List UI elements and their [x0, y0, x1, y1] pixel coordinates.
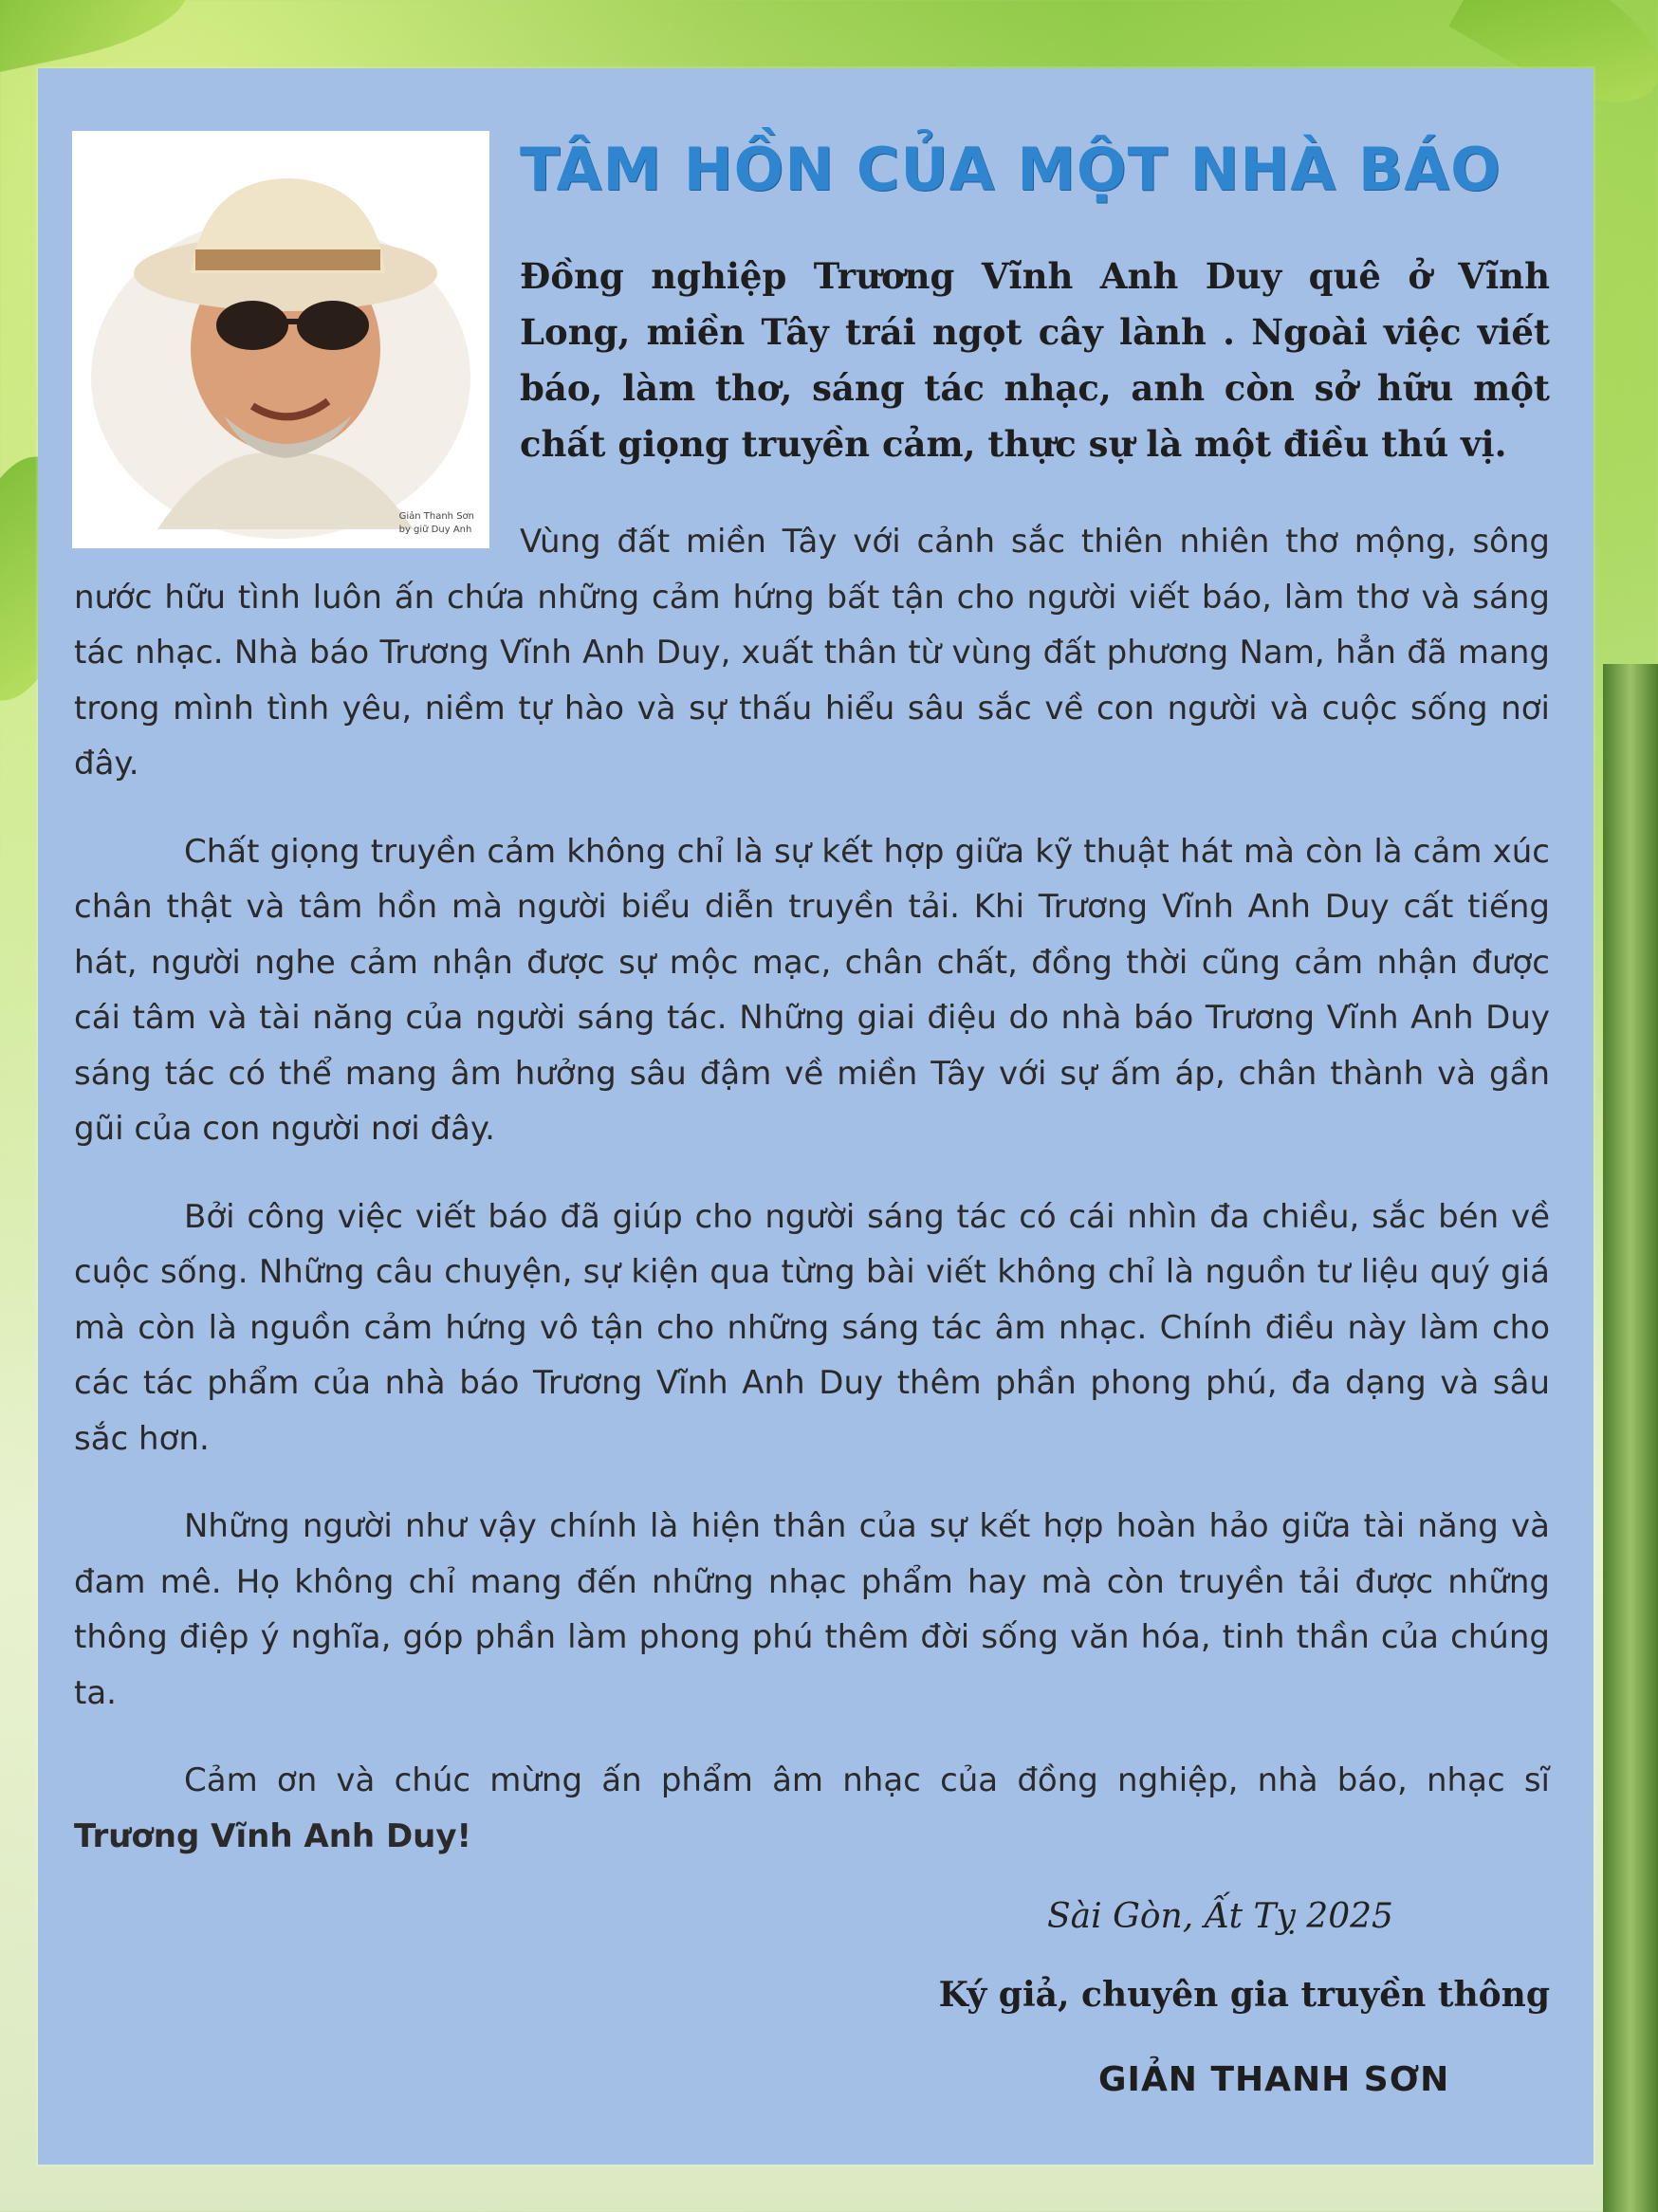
- portrait-illustration: [72, 131, 489, 548]
- portrait-caption-line1: Giản Thanh Sơn: [398, 511, 474, 522]
- portrait-caption-line2: by giữ Duy Anh: [398, 525, 472, 535]
- signature-role: Ký giả, chuyên gia truyền thông: [938, 1975, 1550, 2015]
- article-title: TÂM HỒN CỦA MỘT NHÀ BÁO: [520, 135, 1501, 204]
- author-portrait: [72, 131, 489, 548]
- body-paragraph-4: Những người như vậy chính là hiện thân của sự kết hợp hoàn hảo giữa tài năng và đam mê. Họ không chỉ mang đến những nhạc phẩm hay mà còn truyền tải được những thông điệp ý nghĩa, góp phần làm phong phú thêm đời sống văn hóa, tinh thần của chúng ta.: [74, 1507, 1550, 1712]
- body-paragraph-3: Bởi công việc viết báo đã giúp cho người sáng tác có cái nhìn đa chiều, sắc bén về cuộc sống. Những câu chuyện, sự kiện qua từng bài viết không chỉ là nguồn tư liệu quý giá mà còn là nguồn cảm hứng vô tận cho những sáng tác âm nhạc. Chính điều này làm cho các tác phẩm của nhà báo Trương Vĩnh Anh Duy thêm phần phong phú, đa dạng và sâu sắc hơn.: [74, 1197, 1550, 1458]
- body-paragraph-2: Chất giọng truyền cảm không chỉ là sự kết hợp giữa kỹ thuật hát mà còn là cảm xúc chân thật và tâm hồn mà người biểu diễn truyền tải. Khi Trương Vĩnh Anh Duy cất tiếng hát, người nghe cảm nhận được sự mộc mạc, chân chất, đồng thời cũng cảm nhận được cái tâm và tài năng của người sáng tác. Những giai điệu do nhà báo Trương Vĩnh Anh Duy sáng tác có thể mang âm hưởng sâu đậm về miền Tây với sự ấm áp, chân thành và gần gũi của con người nơi đây.: [74, 832, 1550, 1148]
- bamboo-stalk-decoration: [1603, 664, 1658, 2212]
- closing-name: Trương Vĩnh Anh Duy!: [74, 1816, 472, 1855]
- closing-text: Cảm ơn và chúc mừng ấn phẩm âm nhạc của đồng nghiệp, nhà báo, nhạc sĩ: [184, 1761, 1550, 1799]
- place-date: Sài Gòn, Ất Tỵ 2025: [1047, 1897, 1393, 1936]
- body-paragraph-1: Vùng đất miền Tây với cảnh sắc thiên nhiên thơ mộng, sông nước hữu tình luôn ấn chứa những cảm hứng bất tận cho người viết báo, làm thơ và sáng tác nhạc. Nhà báo Trương Vĩnh Anh Duy, xuất thân từ vùng đất phương Nam, hẳn đã mang trong mình tình yêu, niềm tự hào và sự thấu hiểu sâu sắc về con người và cuộc sống nơi đây.: [74, 523, 1550, 783]
- article-panel: [38, 68, 1594, 2165]
- signature-name: GIẢN THANH SƠN: [1098, 2060, 1450, 2099]
- article-intro: Đồng nghiệp Trương Vĩnh Anh Duy quê ở Vĩnh Long, miền Tây trái ngọt cây lành . Ngoài việc viết báo, làm thơ, sáng tác nhạc, anh còn sở hữu một chất giọng truyền cảm, thực sự là một điều thú vị.: [520, 255, 1550, 465]
- article-body: [74, 514, 1550, 1896]
- closing-paragraph: [74, 1753, 1550, 1864]
